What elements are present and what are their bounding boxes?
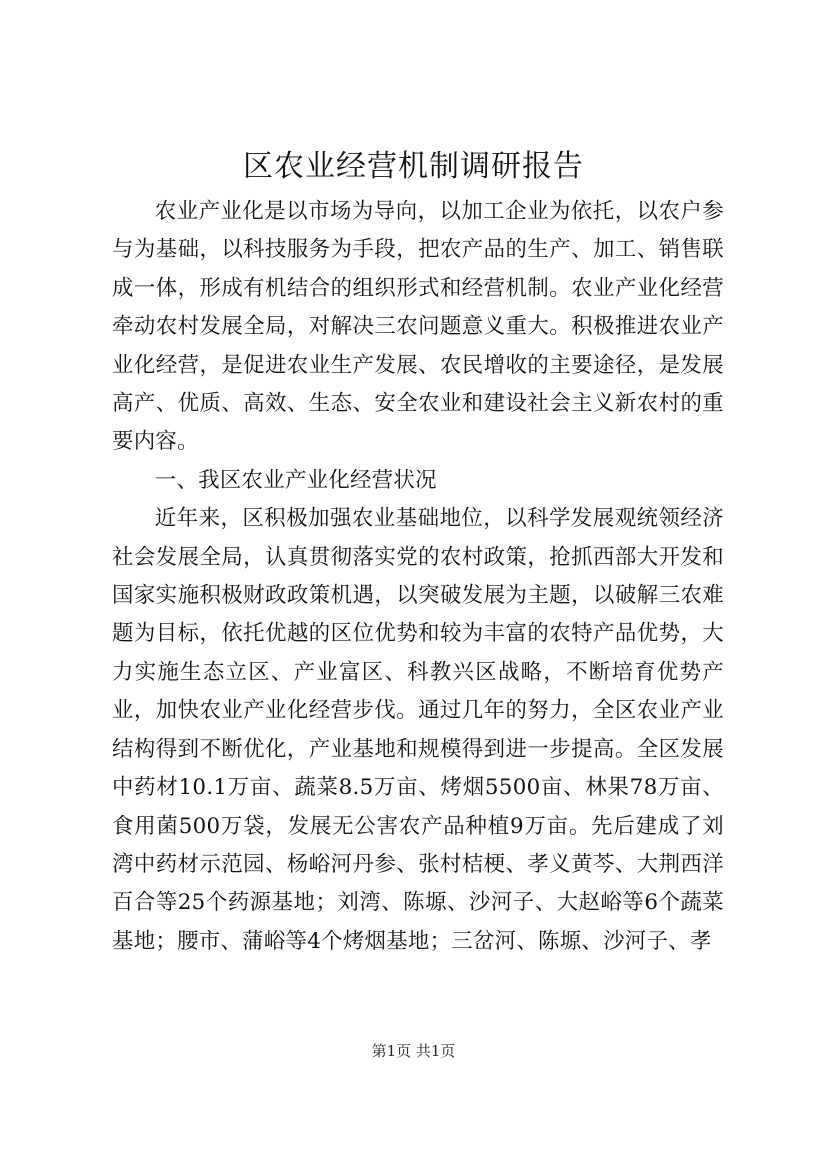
page-footer: 第1页 共1页 <box>371 1042 456 1060</box>
paragraph-status: 近年来，区积极加强农业基础地位，以科学发展观统领经济社会发展全局，认真贯彻落实党的农村政策，抢抓西部大开发和国家实施积极财政政策机遇，以突破发展为主题，以破解三农难题为目标，依托优越的区位优势和较为丰富的农特产品优势，大力实施生态立区、产业富区、科教兴区战略，不断培育优势产业，加快农业产业化经营步伐。通过几年的努力，全区农业产业结构得到不断优化，产业基地和规模得到进一步提高。全区发展中药材10.1万亩、蔬菜8.5万亩、烤烟5500亩、林果78万亩、食用菌500万袋，发展无公害农产品种植9万亩。先后建成了刘湾中药材示范园、杨峪河丹参、张村桔梗、孝义黄芩、大荆西洋百合等25个药源基地；刘湾、陈塬、沙河子、大赵峪等6个蔬菜基地；腰市、蒲峪等4个烤烟基地；三岔河、陈塬、沙河子、孝 <box>112 506 724 954</box>
document-title: 区农业经营机制调研报告 <box>243 149 584 184</box>
document-body <box>112 193 724 961</box>
section-heading: 一、我区农业产业化经营状况 <box>154 467 437 493</box>
paragraph-intro: 农业产业化是以市场为导向，以加工企业为依托，以农户参与为基础，以科技服务为手段，把农产品的生产、加工、销售联成一体，形成有机结合的组织形式和经营机制。农业产业化经营牵动农村发展全局，对解决三农问题意义重大。积极推进农业产业化经营，是促进农业生产发展、农民增收的主要途径，是发展高产、优质、高效、生态、安全农业和建设社会主义新农村的重要内容。 <box>112 199 724 455</box>
